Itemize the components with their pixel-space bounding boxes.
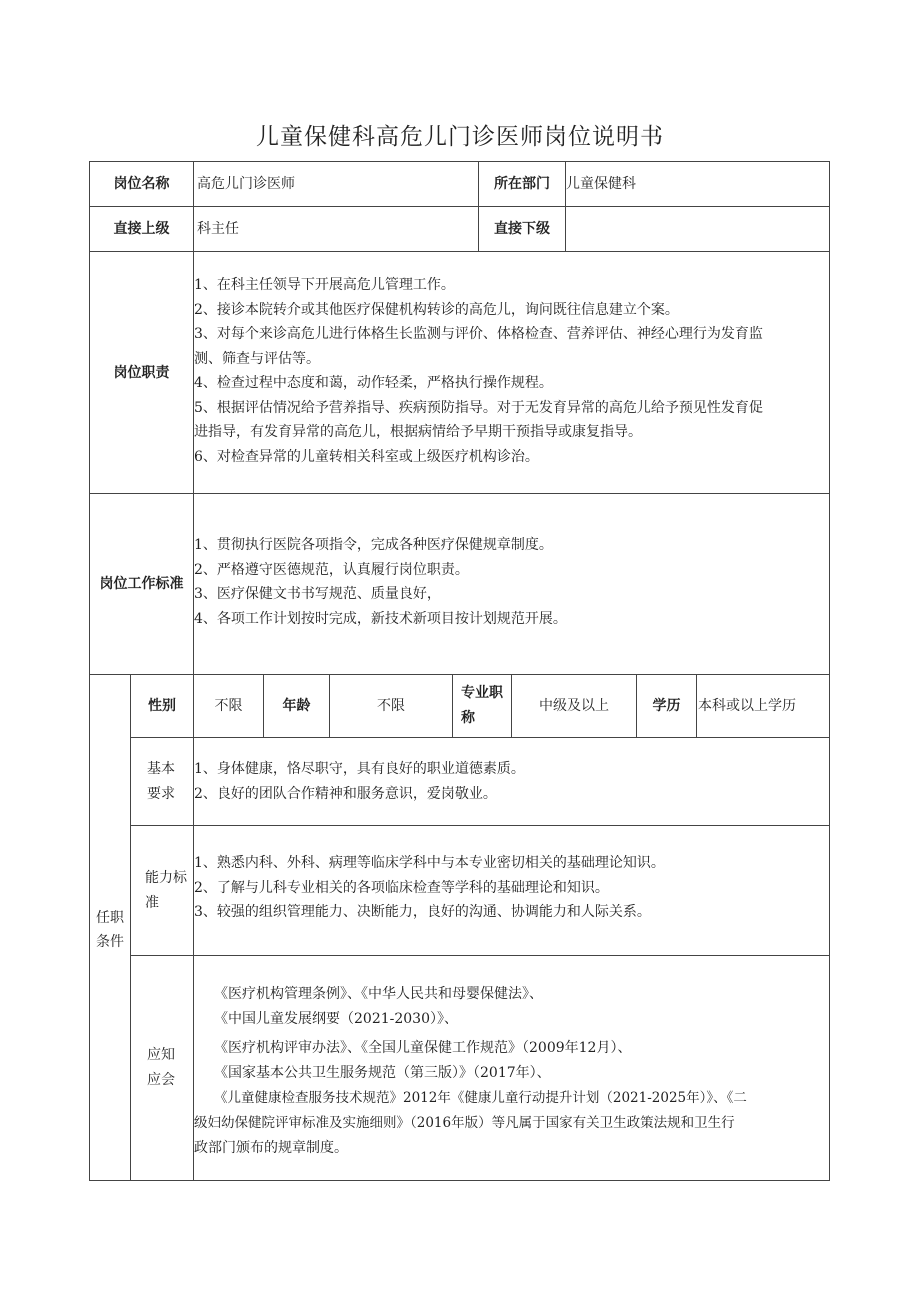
position-name-value: 高危儿门诊医师 bbox=[197, 176, 295, 192]
knowledge-list bbox=[194, 982, 828, 1161]
subordinate-value bbox=[566, 207, 829, 251]
duty-line: 1、在科主任领导下开展高危儿管理工作。 bbox=[194, 277, 455, 293]
document-title: 儿童保健科高危儿门诊医师岗位说明书 bbox=[256, 124, 664, 150]
standard-line: 4、各项工作计划按时完成，新技术新项目按计划规范开展。 bbox=[194, 610, 567, 627]
department-value: 儿童保健科 bbox=[566, 176, 636, 192]
qualifications-label-text: 任职条件 bbox=[96, 910, 124, 950]
basic-line: 2、良好的团队合作精神和服务意识，爱岗敬业。 bbox=[194, 785, 497, 802]
qualifications-label bbox=[90, 905, 130, 955]
age-label: 年龄 bbox=[282, 698, 311, 714]
knowledge-line: 《国家基本公共卫生服务规范（第三版）》（2017年）、 bbox=[214, 1065, 551, 1081]
duty-line: 6、对检查异常的儿童转相关科室或上级医疗机构诊治。 bbox=[194, 448, 539, 465]
basic-line: 1、身体健康，恪尽职守，具有良好的职业道德素质。 bbox=[194, 761, 525, 777]
duties-label: 岗位职责 bbox=[113, 364, 170, 381]
basic-requirements-label bbox=[131, 738, 193, 825]
knowledge-line: 《中国儿童发展纲要（2021-2030）》、 bbox=[214, 1011, 458, 1027]
subordinate-label: 直接下级 bbox=[494, 221, 550, 237]
knowledge-line: 级妇幼保健院评审标准及实施细则》（2016年版）等凡属于国家有关卫生政策法规和卫生行 bbox=[194, 1115, 735, 1131]
title-value: 中级及以上 bbox=[539, 698, 609, 714]
ability-line: 3、较强的组织管理能力、决断能力，良好的沟通、协调能力和人际关系。 bbox=[194, 904, 651, 920]
ability-label-text: 能力标准 bbox=[145, 869, 187, 911]
standard-line: 3、医疗保健文书书写规范、质量良好， bbox=[194, 586, 441, 602]
knowledge-line: 《医疗机构管理条例》、《中华人民共和母婴保健法》、 bbox=[214, 986, 543, 1002]
duty-line: 5、根据评估情况给予营养指导、疾病预防指导。对于无发育异常的高危儿给予预见性发育促 bbox=[194, 399, 763, 416]
age-value: 不限 bbox=[377, 698, 405, 714]
knowledge-label-text: 应知应会 bbox=[147, 1047, 175, 1088]
standard-line: 2、严格遵守医德规范，认真履行岗位职责。 bbox=[194, 561, 469, 578]
knowledge-label bbox=[131, 956, 193, 1180]
ability-standards-list bbox=[194, 851, 829, 925]
knowledge-line: 《医疗机构评审办法》、《全国儿童保健工作规范》（2009年12月）、 bbox=[214, 1040, 632, 1056]
gender-value: 不限 bbox=[214, 698, 243, 714]
knowledge-line: 政部门颁布的规章制度。 bbox=[194, 1140, 348, 1156]
duty-line: 4、检查过程中态度和蔼，动作轻柔，严格执行操作规程。 bbox=[194, 375, 553, 391]
basic-label-text: 基本要求 bbox=[147, 760, 175, 802]
position-name-label: 岗位名称 bbox=[113, 176, 170, 192]
superior-label: 直接上级 bbox=[113, 221, 170, 237]
duty-line: 3、对每个来诊高危儿进行体格生长监测与评价、体格检查、营养评估、神经心理行为发育监 bbox=[194, 326, 763, 342]
superior-value: 科主任 bbox=[197, 221, 239, 237]
education-value: 本科或以上学历 bbox=[698, 698, 796, 714]
gender-label: 性别 bbox=[148, 698, 176, 714]
duty-line: 进指导，有发育异常的高危儿，根据病情给予早期干预指导或康复指导。 bbox=[194, 424, 642, 440]
duty-line: 测、筛查与评估等。 bbox=[194, 350, 320, 367]
knowledge-line: 《儿童健康检查服务技术规范》2012年《健康儿童行动提升计划（2021-2025年）》、《二 bbox=[214, 1090, 747, 1106]
standards-list bbox=[194, 533, 829, 631]
duties-list bbox=[194, 273, 829, 469]
standard-line: 1、贯彻执行医院各项指令，完成各种医疗保健规章制度。 bbox=[194, 537, 553, 553]
ability-line: 1、熟悉内科、外科、病理等临床学科中与本专业密切相关的基础理论知识。 bbox=[194, 855, 665, 871]
ability-standards-label bbox=[131, 826, 193, 955]
standards-label: 岗位工作标准 bbox=[99, 576, 184, 592]
ability-line: 2、了解与儿科专业相关的各项临床检查等学科的基础理论和知识。 bbox=[194, 879, 609, 896]
education-label: 学历 bbox=[652, 698, 681, 714]
title-label-text: 专业职称 bbox=[461, 685, 503, 726]
department-label: 所在部门 bbox=[494, 176, 550, 192]
duty-line: 2、接诊本院转介或其他医疗保健机构转诊的高危儿，询问既往信息建立个案。 bbox=[194, 301, 679, 318]
basic-requirements-list bbox=[194, 757, 829, 806]
title-label bbox=[453, 675, 511, 737]
